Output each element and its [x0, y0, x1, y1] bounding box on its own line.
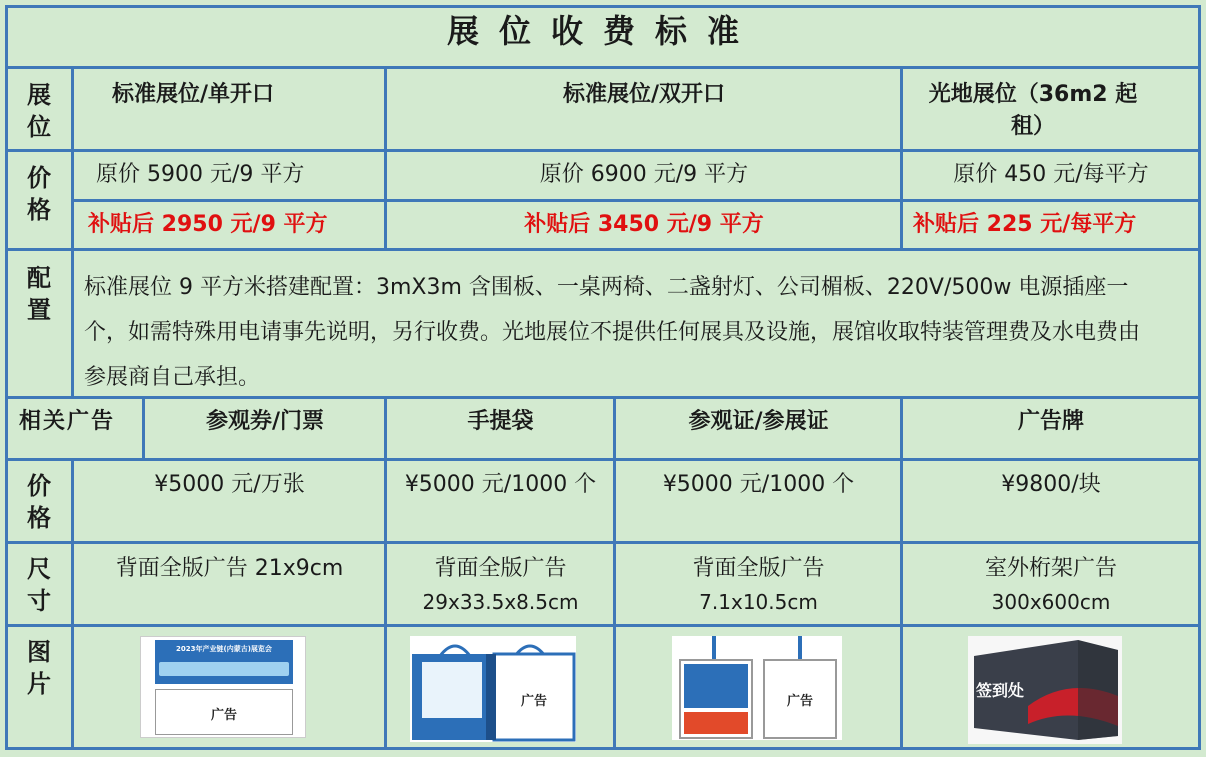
grid-line [5, 66, 1201, 69]
grid-line [5, 5, 8, 750]
ad-price-badge: ¥5000 元/1000 个 [662, 472, 855, 497]
ticket-ad-text: 广告 [210, 708, 237, 723]
config-text: 标准展位 9 平方米搭建配置：3mX3m 含围板、一桌两椅、二盏射灯、公司楣板、220V/500w 电源插座一个，如需特殊用电请事先说明，另行收费。光地展位不提供任何展具及设施，展馆收取特装管理费及水电费由参展商自己承担。 [84, 275, 1141, 390]
ad-size-badge-dim: 7.1x10.5cm [699, 590, 818, 614]
ad-price-billboard: ¥9800/块 [1001, 472, 1101, 497]
grid-line [613, 396, 616, 750]
ticket-banner-text: 2023年产业链(内蒙古)展览会 [176, 645, 272, 653]
ticket-banner [155, 640, 293, 684]
ad-size-badge: 背面全版广告 [692, 556, 825, 581]
original-price-single: 原价 5900 元/9 平方 [96, 162, 305, 187]
ad-price-ticket: ¥5000 元/万张 [154, 472, 305, 497]
subsidized-price-raw: 补贴后 225 元/每平方 [913, 212, 1137, 237]
ad-item-billboard: 广告牌 [1017, 409, 1084, 434]
grid-line [5, 248, 1201, 251]
badge-illustration [672, 636, 842, 740]
grid-line [900, 66, 903, 251]
grid-line [1198, 5, 1201, 750]
billboard-image [968, 636, 1122, 744]
ad-size-ticket: 背面全版广告 21x9cm [115, 556, 344, 581]
badge-image [672, 636, 842, 740]
config-label: 配置 [27, 264, 51, 324]
ad-size-bag-dim: 29x33.5x8.5cm [422, 590, 579, 614]
billboard-sign-text: 签到处 [976, 681, 1025, 700]
booth-type-raw-space: 光地展位（36m2 起租） [928, 82, 1138, 139]
subsidized-price-single: 补贴后 2950 元/9 平方 [88, 212, 328, 237]
bag-illustration [410, 636, 576, 742]
ad-price-bag: ¥5000 元/1000 个 [404, 472, 597, 497]
badge-ad-text: 广告 [786, 694, 813, 709]
grid-line [71, 66, 74, 399]
ad-item-ticket: 参观券/门票 [205, 409, 325, 434]
booth-row-label: 展位 [27, 81, 51, 141]
booth-type-double: 标准展位/双开口 [562, 82, 726, 107]
grid-line [384, 396, 387, 750]
grid-line [900, 396, 903, 750]
ticket-image [140, 636, 306, 738]
grid-line [5, 5, 1201, 8]
grid-line [73, 199, 1201, 202]
ad-size-billboard: 室外桁架广告 [984, 556, 1117, 581]
ads-size-label: 尺寸 [27, 555, 51, 615]
bag-ad-text: 广告 [520, 694, 547, 709]
grid-line [5, 747, 1201, 750]
ad-size-bag: 背面全版广告 [434, 556, 567, 581]
grid-line [5, 624, 1201, 627]
grid-line [5, 149, 1201, 152]
ads-image-label: 图片 [27, 638, 51, 698]
ad-size-billboard-dim: 300x600cm [991, 590, 1111, 614]
original-price-double: 原价 6900 元/9 平方 [539, 162, 749, 187]
ticket-banner-strip [159, 662, 289, 676]
ticket-ad-area [155, 689, 293, 735]
bag-image [410, 636, 576, 742]
grid-line [71, 458, 74, 750]
ad-item-bag: 手提袋 [467, 409, 534, 434]
grid-line [5, 458, 1201, 461]
page-title: 展位收费标准 [446, 12, 759, 50]
original-price-raw: 原价 450 元/每平方 [953, 162, 1149, 187]
grid-line [5, 541, 1201, 544]
booth-price-label: 价格 [27, 164, 51, 224]
booth-type-single: 标准展位/单开口 [112, 82, 275, 107]
ads-header-label: 相关广告 [19, 409, 116, 434]
ad-item-badge: 参观证/参展证 [688, 409, 829, 434]
subsidized-price-double: 补贴后 3450 元/9 平方 [524, 212, 764, 237]
ads-price-label: 价格 [27, 472, 51, 532]
